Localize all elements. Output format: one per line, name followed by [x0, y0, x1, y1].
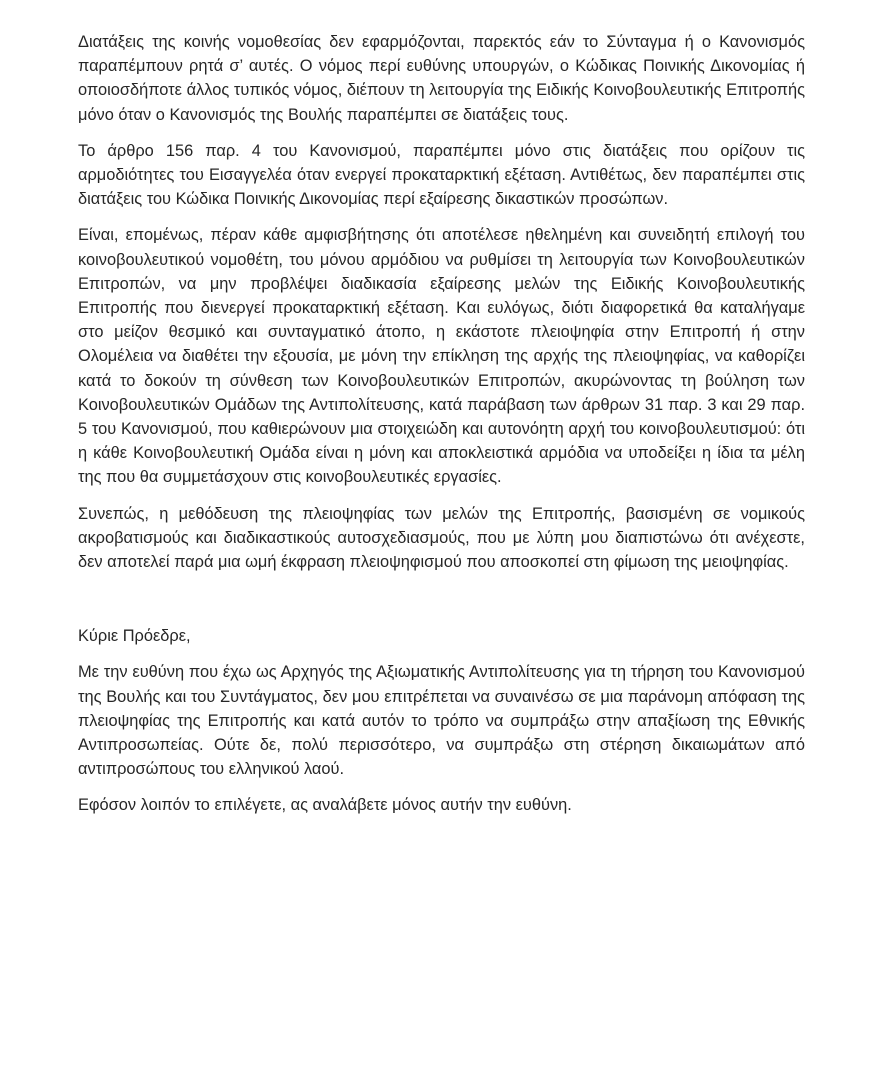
paragraph-closing: Εφόσον λοιπόν το επιλέγετε, ας αναλάβετε μόνος αυτήν την ευθύνη.	[78, 796, 572, 815]
paragraph-legislator-choice: Είναι, επομένως, πέραν κάθε αμφισβήτησης ότι αποτέλεσε ηθελημένη και συνειδητή επιλογή του κοινοβουλευτικού νομοθέτη, του μόνου αρμόδιου να ρυθμίσει τη λειτουργία των Κοινοβουλευτικών Επιτροπών, να μην προβλέψει διαδικασία εξαίρεσης μελών της Ειδικής Κοινοβουλευτικής Επιτροπής που διενεργεί προκαταρκτική εξέταση. Και ευλόγως, διότι διαφορετικά θα καταλήγαμε στο μείζον θεσμικό και συνταγματικό άτοπο, η εκάστοτε πλειοψηφία στην Επιτροπή ή στην Ολομέλεια να διαθέτει την εξουσία, με μόνη την επίκληση της αρχής της πλειοψηφίας, να καθορίζει κατά το δοκούν τη σύνθεση των Κοινοβουλευτικών Επιτροπών, ακυρώνοντας τη βούληση των Κοινοβουλευτικών Ομάδων της Αντιπολίτευσης, κατά παράβαση των άρθρων 31 παρ. 3 και 29 παρ. 5 του Κανονισμού, που καθιερώνουν μια στοιχειώδη και αυτονόητη αρχή του κοινοβουλευτισμού: ότι η κάθε Κοινοβουλευτική Ομάδα είναι η μόνη και αποκλειστικά αρμόδια να υποδείξει η ίδια τα μέλη της που θα συμμετάσχουν στις κοινοβουλευτικές εργασίες.	[78, 226, 805, 487]
paragraph-article-156: Το άρθρο 156 παρ. 4 του Κανονισμού, παραπέμπει μόνο στις διατάξεις που ορίζουν τις αρμοδιότητες του Εισαγγελέα όταν ενεργεί προκαταρκτική εξέταση. Αντιθέτως, δεν παραπέμπει στις διατάξεις του Κώδικα Ποινικής Δικονομίας περί εξαίρεσης δικαστικών προσώπων.	[78, 141, 805, 209]
document-page	[78, 30, 805, 830]
paragraph-responsibility: Με την ευθύνη που έχω ως Αρχηγός της Αξιωματικής Αντιπολίτευσης για τη τήρηση του Κανονισμού της Βουλής και του Συντάγματος, δεν μου επιτρέπεται να συναινέσω σε μια παράνομη απόφαση της πλειοψηφίας της Επιτροπής και κατά αυτόν το τρόπο να συμπράξω στην απαξίωση της Εθνικής Αντιπροσωπείας. Ούτε δε, πολύ περισσότερο, να συμπράξω στη στέρηση δικαιωμάτων από αντιπροσώπους του ελληνικού λαού.	[78, 663, 805, 779]
salutation: Κύριε Πρόεδρε,	[78, 627, 191, 646]
paragraph-majority-method: Συνεπώς, η μεθόδευση της πλειοψηφίας των μελών της Επιτροπής, βασισμένη σε νομικούς ακροβατισμούς και διαδικαστικούς αυτοσχεδιασμούς, που με λύπη μου διαπιστώνω ότι ανέχεστε, δεν αποτελεί παρά μια ωμή έκφραση πλειοψηφισμού που αποσκοπεί στη φίμωση της μειοψηφίας.	[78, 504, 805, 572]
paragraph-common-legislation: Διατάξεις της κοινής νομοθεσίας δεν εφαρμόζονται, παρεκτός εάν το Σύνταγμα ή ο Κανονισμός παραπέμπουν ρητά σ’ αυτές. Ο νόμος περί ευθύνης υπουργών, ο Κώδικας Ποινικής Δικονομίας ή οποιοσδήποτε άλλος τυπικός νόμος, διέπουν τη λειτουργία της Ειδικής Κοινοβουλευτικής Επιτροπής μόνο όταν ο Κανονισμός της Βουλής παραπέμπει σε διατάξεις τους.	[78, 33, 805, 124]
